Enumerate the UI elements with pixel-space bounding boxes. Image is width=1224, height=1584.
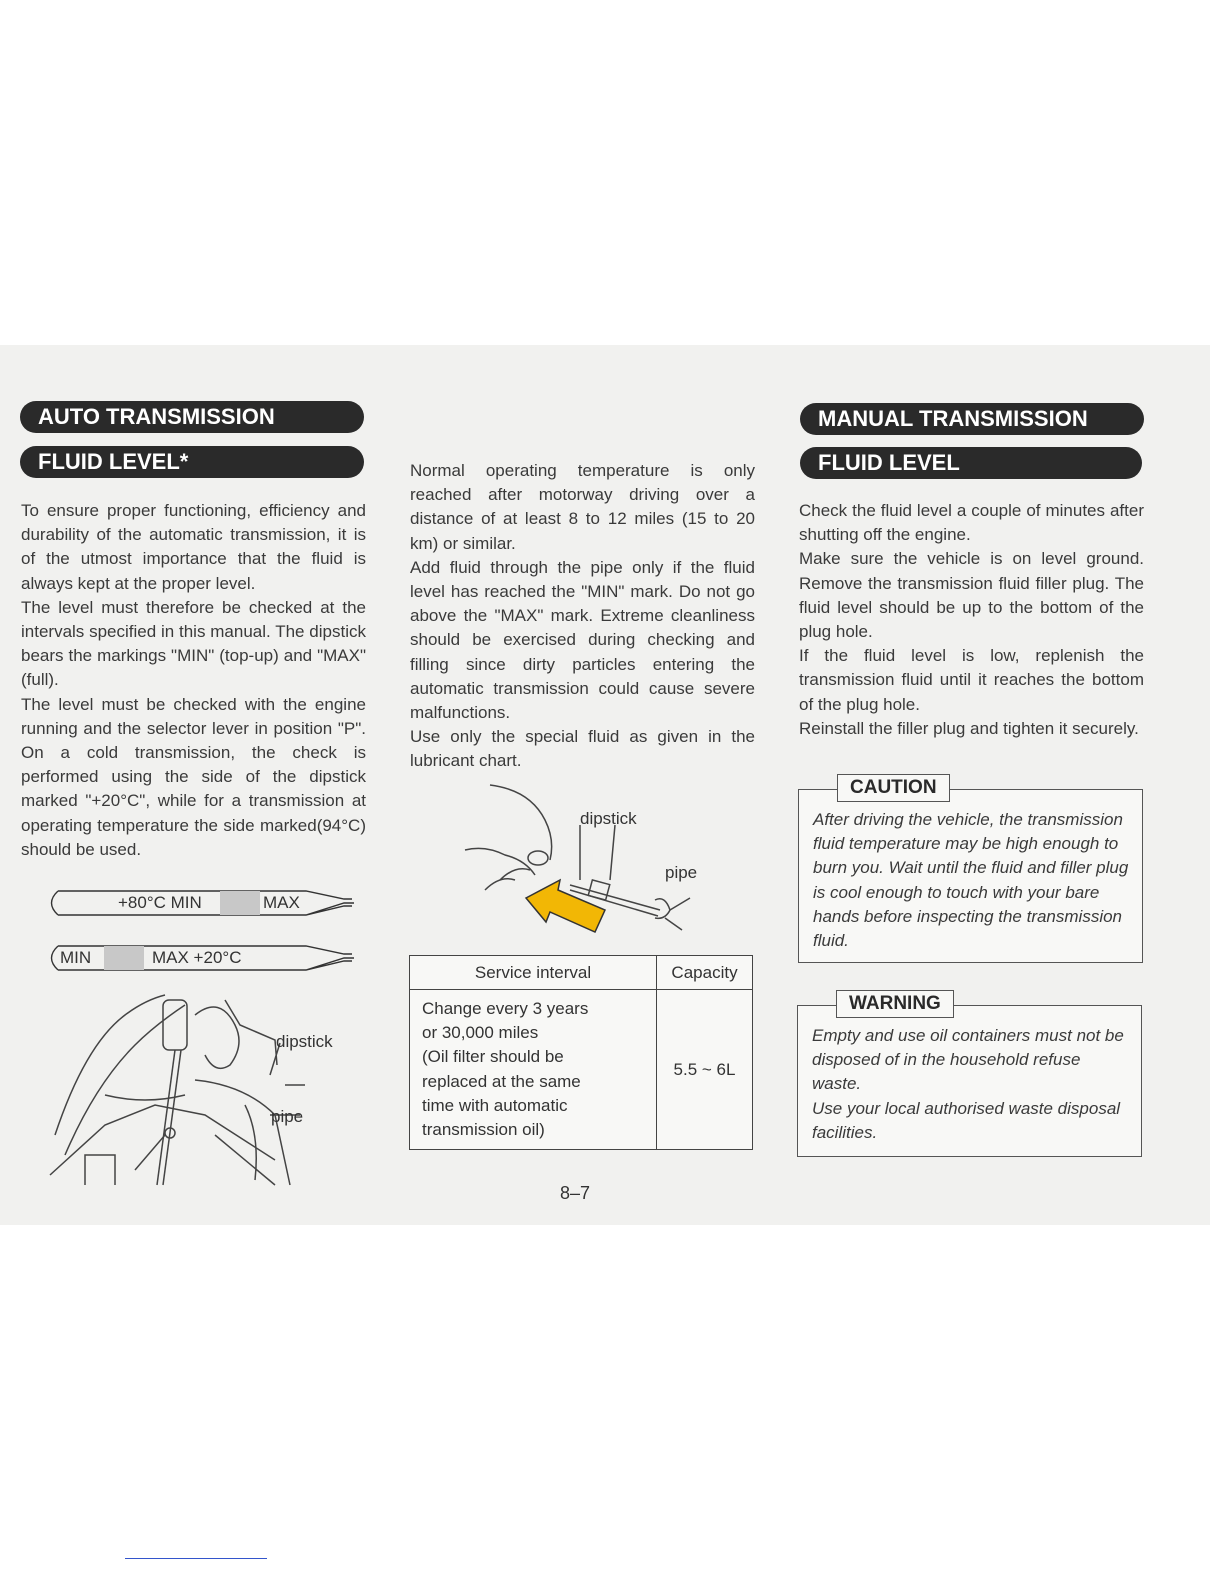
manual-fluid-level-heading: FLUID LEVEL <box>800 447 1142 479</box>
interval-line: replaced at the same <box>422 1071 581 1091</box>
fill-range <box>220 891 260 915</box>
middle-text <box>410 459 755 774</box>
paragraph: Check the fluid level a couple of minutes after shutting off the engine. <box>799 501 1144 545</box>
dipstick-label: dipstick <box>276 1032 333 1051</box>
header-capacity: Capacity <box>657 956 753 990</box>
footer-divider <box>125 1558 267 1559</box>
interval-line: time with automatic <box>422 1095 568 1115</box>
auto-transmission-heading: AUTO TRANSMISSION <box>20 401 364 433</box>
auto-transmission-text <box>21 499 366 862</box>
paragraph: Use only the special fluid as given in the lubricant chart. <box>410 727 755 771</box>
caution-label: CAUTION <box>837 774 950 802</box>
warning-line: Use your local authorised waste disposal facilities. <box>812 1098 1121 1142</box>
paragraph: The level must be checked with the engine running and the selector lever in position "P". On a cold transmission, the check is performed using the side of the dipstick marked "+20°C", while for a transmission at operating temperature the side marked(94°C) should be used. <box>21 694 366 859</box>
engine-bay-illustration <box>45 985 345 1190</box>
service-interval-table <box>409 955 753 1150</box>
interval-line: transmission oil) <box>422 1120 545 1140</box>
manual-transmission-text <box>799 499 1144 741</box>
paragraph: Reinstall the filler plug and tighten it securely. <box>799 718 1139 738</box>
fill-range <box>104 946 144 970</box>
paragraph: Normal operating temperature is only reached after motorway driving over a distance of at least 8 to 12 miles (15 to 20 km) or similar. <box>410 461 755 553</box>
gauge-hot-max-label: MAX <box>263 893 300 912</box>
paragraph: Add fluid through the pipe only if the fluid level has reached the "MIN" mark. Do not go above the "MAX" mark. Extreme cleanliness should be exercised during checking and filling since dirty particles entering the automatic transmission could cause severe malfunctions. <box>410 557 755 723</box>
dipstick-label: dipstick <box>580 809 637 828</box>
pipe-label: pipe <box>665 863 698 882</box>
paragraph: Make sure the vehicle is on level ground. Remove the transmission fluid filler plug. The fluid level should be up to the bottom of the plug hole. <box>799 549 1144 642</box>
paragraph: To ensure proper functioning, efficiency and durability of the automatic transmission, it is of the utmost importance that the fluid is always kept at the proper level. <box>21 501 366 593</box>
interval-line: or 30,000 miles <box>422 1023 539 1043</box>
warning-line: Empty and use oil containers must not be disposed of in the household refuse waste. <box>812 1026 1124 1094</box>
gauge-cold-min-label: MIN <box>60 948 92 967</box>
service-interval-cell <box>410 990 657 1150</box>
gauge-cold-max-label: MAX +20°C <box>152 948 242 967</box>
table-row <box>410 990 753 1150</box>
caution-text: After driving the vehicle, the transmission fluid temperature may be high enough to burn you. Wait until the fluid and filler plug is cool enough to touch with your bare hands before inspecting the transmission fluid. <box>813 810 1129 951</box>
pipe-label: pipe <box>271 1107 304 1126</box>
page-number: 8–7 <box>560 1183 591 1203</box>
gauge-hot-min-label: +80°C MIN <box>118 893 202 912</box>
capacity-cell: 5.5 ~ 6L <box>657 990 753 1150</box>
paragraph: If the fluid level is low, replenish the transmission fluid until it reaches the bottom of the plug hole. <box>799 646 1144 714</box>
table-header-row <box>410 956 753 990</box>
dipstick-gauge-cold <box>44 945 356 971</box>
engine-illustration-icon <box>45 985 345 1190</box>
auto-fluid-level-heading: FLUID LEVEL* <box>20 446 364 478</box>
dipstick-gauge-hot <box>44 890 356 916</box>
warning-box <box>797 993 1142 1157</box>
warning-label: WARNING <box>836 990 954 1018</box>
manual-transmission-heading: MANUAL TRANSMISSION <box>800 403 1144 435</box>
dipstick-fill-illustration <box>460 780 720 945</box>
paragraph: The level must therefore be checked at the intervals specified in this manual. The dipstick bears the markings "MIN" (top-up) and "MAX" (full). <box>21 597 366 690</box>
header-service-interval: Service interval <box>410 956 657 990</box>
interval-line: Change every 3 years <box>422 999 589 1018</box>
interval-line: (Oil filter should be <box>422 1047 564 1067</box>
caution-box <box>798 777 1143 963</box>
